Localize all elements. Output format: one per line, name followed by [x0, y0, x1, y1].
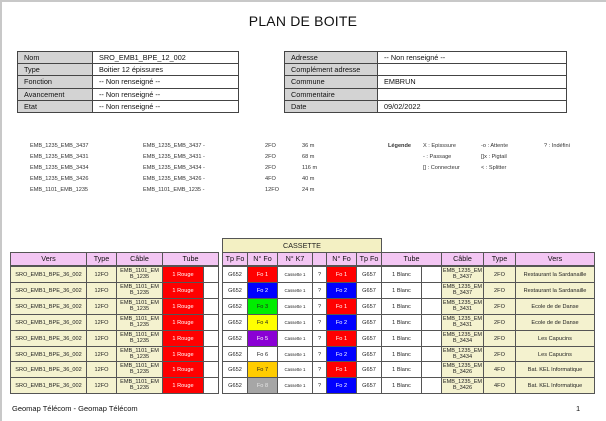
- page-title: PLAN DE BOITE: [248, 13, 358, 29]
- operation: ?: [312, 266, 327, 283]
- type-right: 2FO: [483, 298, 516, 315]
- cable-description: EMB_1235_EMB_3437 -: [143, 143, 205, 149]
- fiber-number-right: Fo 1: [326, 330, 357, 347]
- fiber-type-left: G652: [222, 282, 248, 299]
- info-value: SRO_EMB1_BPE_12_002: [93, 52, 239, 64]
- cable-length: 68 m: [302, 154, 315, 160]
- info-row: [285, 64, 567, 76]
- legend-item: X : Episssure: [423, 143, 456, 149]
- tube-left-blank: [203, 330, 219, 347]
- cable-left: EMB_1101_EM B_1235: [116, 377, 163, 394]
- legend-item: < : Splitter: [481, 165, 507, 171]
- tube-left-blank: [203, 282, 219, 299]
- vers-left: SRO_EMB1_BPE_36_002: [10, 298, 87, 315]
- vers-left: SRO_EMB1_BPE_36_002: [10, 361, 87, 378]
- info-row: [18, 100, 239, 112]
- fiber-number-left: Fo 6: [247, 346, 278, 363]
- info-row: [18, 88, 239, 100]
- info-row: [18, 76, 239, 88]
- cable-left: EMB_1101_EM B_1235: [116, 346, 163, 363]
- tube-left: 1 Rouge: [162, 282, 204, 299]
- cable-name: EMB_1235_EMB_3431: [30, 154, 89, 160]
- cable-type: 2FO: [265, 165, 276, 171]
- tube-left-blank: [203, 361, 219, 378]
- info-value: [378, 64, 567, 76]
- cable-right: EMB_1235_EM B_3437: [441, 266, 484, 283]
- operation: ?: [312, 314, 327, 331]
- info-value: -- Non renseigné --: [93, 76, 239, 88]
- header-type-right: Type: [483, 252, 516, 266]
- tube-right: 1 Blanc: [381, 314, 422, 331]
- tube-right-blank: [421, 361, 442, 378]
- vers-right: Bat. KEL Informatique: [515, 377, 595, 394]
- cable-row: [30, 154, 330, 165]
- type-right: 2FO: [483, 330, 516, 347]
- fiber-type-right: G657: [356, 282, 382, 299]
- header-type-left: Type: [86, 252, 117, 266]
- cable-left: EMB_1101_EM B_1235: [116, 361, 163, 378]
- tube-right: 1 Blanc: [381, 298, 422, 315]
- cassette-number: Cassette 1: [277, 346, 313, 363]
- cable-right: EMB_1235_EM B_3431: [441, 314, 484, 331]
- tube-left-blank: [203, 266, 219, 283]
- type-right: 4FO: [483, 377, 516, 394]
- cable-right: EMB_1235_EM B_3434: [441, 330, 484, 347]
- type-left: 12FO: [86, 377, 117, 394]
- type-right: 2FO: [483, 282, 516, 299]
- info-label: Commentaire: [285, 88, 378, 100]
- vers-right: Restaurant la Sardanaille: [515, 266, 595, 283]
- type-right: 4FO: [483, 361, 516, 378]
- tube-right: 1 Blanc: [381, 361, 422, 378]
- fiber-number-right: Fo 1: [326, 298, 357, 315]
- header-tube-left: Tube: [162, 252, 219, 266]
- info-value: 09/02/2022: [378, 100, 567, 112]
- cable-left: EMB_1101_EM B_1235: [116, 266, 163, 283]
- tube-right-blank: [421, 282, 442, 299]
- fiber-number-right: Fo 2: [326, 377, 357, 394]
- cable-name: EMB_1235_EMB_3426: [30, 176, 89, 182]
- cable-row: [30, 176, 330, 187]
- fiber-type-right: G657: [356, 361, 382, 378]
- vers-left: SRO_EMB1_BPE_36_002: [10, 377, 87, 394]
- address-info-table: [284, 51, 567, 113]
- page-edge-top: [0, 0, 606, 2]
- operation: ?: [312, 282, 327, 299]
- operation: ?: [312, 377, 327, 394]
- operation: ?: [312, 361, 327, 378]
- tube-left: 1 Rouge: [162, 314, 204, 331]
- tube-left: 1 Rouge: [162, 377, 204, 394]
- footer-company: Geomap Télécom - Geomap Télécom: [12, 404, 138, 413]
- info-row: [18, 52, 239, 64]
- cable-type: 2FO: [265, 154, 276, 160]
- cable-description: EMB_1235_EMB_3434 -: [143, 165, 205, 171]
- fiber-number-left: Fo 4: [247, 314, 278, 331]
- page-edge-left: [0, 0, 2, 421]
- fiber-type-right: G657: [356, 346, 382, 363]
- cable-left: EMB_1101_EM B_1235: [116, 330, 163, 347]
- type-right: 2FO: [483, 346, 516, 363]
- header-k7: N° K7: [277, 252, 313, 266]
- vers-right: Ecole de de Danse: [515, 314, 595, 331]
- fiber-type-right: G657: [356, 377, 382, 394]
- tube-left: 1 Rouge: [162, 346, 204, 363]
- cable-right: EMB_1235_EM B_3434: [441, 346, 484, 363]
- legend-title: Légende: [388, 143, 412, 149]
- cable-length: 24 m: [302, 187, 315, 193]
- info-label: Commune: [285, 76, 378, 88]
- cable-right: EMB_1235_EM B_3426: [441, 377, 484, 394]
- info-label: Complément adresse: [285, 64, 378, 76]
- cassette-header: CASSETTE: [222, 238, 382, 253]
- info-row: [285, 88, 567, 100]
- tube-right-blank: [421, 266, 442, 283]
- vers-left: SRO_EMB1_BPE_36_002: [10, 314, 87, 331]
- tube-right: 1 Blanc: [381, 330, 422, 347]
- tube-left: 1 Rouge: [162, 298, 204, 315]
- fiber-type-left: G652: [222, 346, 248, 363]
- vers-left: SRO_EMB1_BPE_36_002: [10, 266, 87, 283]
- fiber-type-right: G657: [356, 266, 382, 283]
- info-label: Adresse: [285, 52, 378, 64]
- info-label: Fonction: [18, 76, 93, 88]
- info-row: [18, 64, 239, 76]
- cable-list: [30, 143, 330, 198]
- fiber-type-left: G652: [222, 266, 248, 283]
- legend-item: -o : Attente: [481, 143, 509, 149]
- type-left: 12FO: [86, 282, 117, 299]
- vers-right: Les Capucins: [515, 346, 595, 363]
- tube-left-blank: [203, 377, 219, 394]
- fiber-number-left: Fo 2: [247, 282, 278, 299]
- fiber-number-left: Fo 7: [247, 361, 278, 378]
- header-tpfo-left: Tp Fo: [222, 252, 248, 266]
- fiber-type-left: G652: [222, 377, 248, 394]
- fiber-number-left: Fo 1: [247, 266, 278, 283]
- fiber-type-left: G652: [222, 298, 248, 315]
- legend-item: ? : Indéfini: [544, 143, 570, 149]
- header-tube-right: Tube: [381, 252, 442, 266]
- type-left: 12FO: [86, 298, 117, 315]
- fiber-number-right: Fo 1: [326, 266, 357, 283]
- cable-length: 40 m: [302, 176, 315, 182]
- info-value: -- Non renseigné --: [93, 100, 239, 112]
- cable-left: EMB_1101_EM B_1235: [116, 314, 163, 331]
- header-cable-right: Câble: [441, 252, 484, 266]
- tube-right: 1 Blanc: [381, 377, 422, 394]
- operation: ?: [312, 330, 327, 347]
- operation: ?: [312, 346, 327, 363]
- fiber-type-right: G657: [356, 298, 382, 315]
- cable-type: 12FO: [265, 187, 279, 193]
- fiber-type-right: G657: [356, 330, 382, 347]
- header-tpfo-right: Tp Fo: [356, 252, 382, 266]
- operation: ?: [312, 298, 327, 315]
- cable-row: [30, 187, 330, 198]
- type-right: 2FO: [483, 266, 516, 283]
- cassette-number: Cassette 1: [277, 377, 313, 394]
- cable-description: EMB_1235_EMB_3431 -: [143, 154, 205, 160]
- vers-left: SRO_EMB1_BPE_36_002: [10, 282, 87, 299]
- header-op: [312, 252, 327, 266]
- info-row: [285, 52, 567, 64]
- info-value: EMBRUN: [378, 76, 567, 88]
- cassette-number: Cassette 1: [277, 266, 313, 283]
- legend-item: - : Passage: [423, 154, 452, 160]
- tube-left: 1 Rouge: [162, 361, 204, 378]
- tube-left-blank: [203, 298, 219, 315]
- cable-name: EMB_1235_EMB_3434: [30, 165, 89, 171]
- header-vers-right: Vers: [515, 252, 595, 266]
- fiber-number-right: Fo 1: [326, 361, 357, 378]
- vers-right: Ecole de de Danse: [515, 298, 595, 315]
- tube-left: 1 Rouge: [162, 266, 204, 283]
- info-row: [285, 100, 567, 112]
- header-fo-right: N° Fo: [326, 252, 357, 266]
- cable-row: [30, 165, 330, 176]
- info-label: Avancement: [18, 88, 93, 100]
- cable-type: 2FO: [265, 143, 276, 149]
- cable-right: EMB_1235_EM B_3431: [441, 298, 484, 315]
- cable-length: 116 m: [302, 165, 318, 171]
- cassette-number: Cassette 1: [277, 330, 313, 347]
- info-value: -- Non renseigné --: [378, 52, 567, 64]
- header-vers-left: Vers: [10, 252, 87, 266]
- tube-right-blank: [421, 330, 442, 347]
- fiber-type-right: G657: [356, 314, 382, 331]
- type-right: 2FO: [483, 314, 516, 331]
- type-left: 12FO: [86, 361, 117, 378]
- header-cable-left: Câble: [116, 252, 163, 266]
- info-label: Etat: [18, 100, 93, 112]
- fiber-type-left: G652: [222, 361, 248, 378]
- tube-right-blank: [421, 298, 442, 315]
- cable-type: 4FO: [265, 176, 276, 182]
- tube-right: 1 Blanc: [381, 282, 422, 299]
- fiber-number-left: Fo 8: [247, 377, 278, 394]
- fiber-number-left: Fo 5: [247, 330, 278, 347]
- tube-right: 1 Blanc: [381, 266, 422, 283]
- fiber-type-left: G652: [222, 330, 248, 347]
- fiber-type-left: G652: [222, 314, 248, 331]
- tube-left: 1 Rouge: [162, 330, 204, 347]
- header-fo-left: N° Fo: [247, 252, 278, 266]
- cable-left: EMB_1101_EM B_1235: [116, 282, 163, 299]
- vers-right: Les Capucins: [515, 330, 595, 347]
- cable-right: EMB_1235_EM B_3437: [441, 282, 484, 299]
- cable-name: EMB_1235_EMB_3437: [30, 143, 89, 149]
- type-left: 12FO: [86, 346, 117, 363]
- info-value: [378, 88, 567, 100]
- cable-row: [30, 143, 330, 154]
- type-left: 12FO: [86, 266, 117, 283]
- cable-right: EMB_1235_EM B_3426: [441, 361, 484, 378]
- fiber-number-left: Fo 3: [247, 298, 278, 315]
- type-left: 12FO: [86, 314, 117, 331]
- page-number: 1: [576, 404, 581, 413]
- vers-right: Bat. KEL Informatique: [515, 361, 595, 378]
- vers-left: SRO_EMB1_BPE_36_002: [10, 330, 87, 347]
- cassette-number: Cassette 1: [277, 361, 313, 378]
- tube-right-blank: [421, 377, 442, 394]
- fiber-number-right: Fo 2: [326, 346, 357, 363]
- type-left: 12FO: [86, 330, 117, 347]
- info-label: Date: [285, 100, 378, 112]
- tube-right-blank: [421, 314, 442, 331]
- vers-right: Restaurant la Sardanaille: [515, 282, 595, 299]
- cassette-number: Cassette 1: [277, 298, 313, 315]
- cassette-number: Cassette 1: [277, 314, 313, 331]
- info-label: Nom: [18, 52, 93, 64]
- cable-left: EMB_1101_EM B_1235: [116, 298, 163, 315]
- info-row: [285, 76, 567, 88]
- legend-item: []x : Pigtail: [481, 154, 507, 160]
- box-info-table: [17, 51, 239, 113]
- fiber-number-right: Fo 2: [326, 282, 357, 299]
- cable-name: EMB_1101_EMB_1235: [30, 187, 89, 193]
- vers-left: SRO_EMB1_BPE_36_002: [10, 346, 87, 363]
- cable-description: EMB_1235_EMB_3426 -: [143, 176, 205, 182]
- info-label: Type: [18, 64, 93, 76]
- cable-length: 36 m: [302, 143, 315, 149]
- tube-left-blank: [203, 314, 219, 331]
- tube-right: 1 Blanc: [381, 346, 422, 363]
- cable-description: EMB_1101_EMB_1235 -: [143, 187, 205, 193]
- info-value: -- Non renseigné --: [93, 88, 239, 100]
- cassette-number: Cassette 1: [277, 282, 313, 299]
- info-value: Boitier 12 épissures: [93, 64, 239, 76]
- legend-item: [] : Connecteur: [423, 165, 460, 171]
- fiber-number-right: Fo 2: [326, 314, 357, 331]
